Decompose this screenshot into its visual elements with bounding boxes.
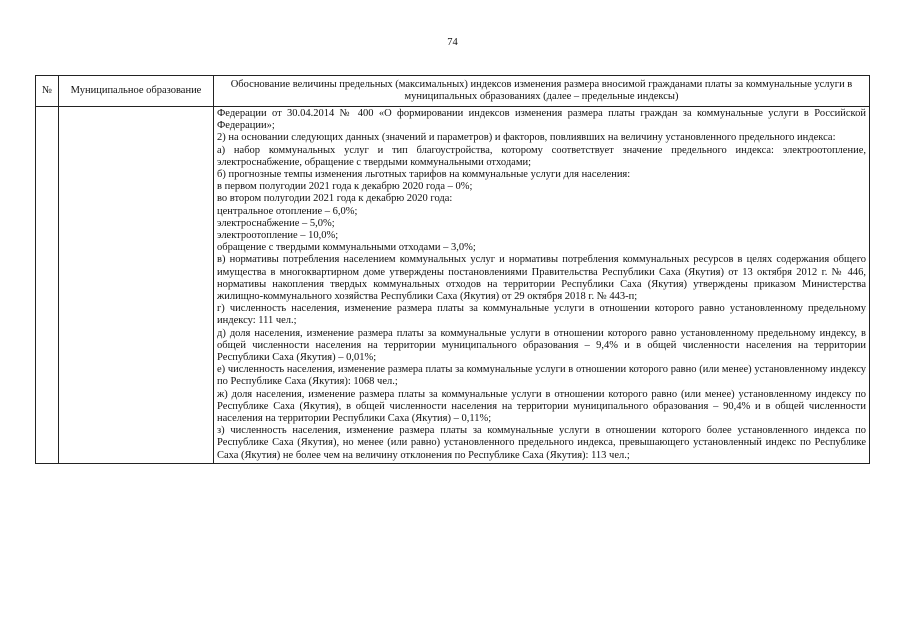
paragraph: ж) доля населения, изменение размера платы за коммунальные услуги в отношении которого равно (или менее) установленному индексу по Республике Саха (Якутия), в общей численности населения на территории муниципального образования – 90,4% и в общей численности населения на территории Республики Саха (Якутия) – 0,11%;	[217, 388, 866, 425]
table-row	[36, 107, 870, 464]
paragraph: е) численность населения, изменение размера платы за коммунальные услуги в отношении которого равно (или менее) установленному индексу по Республике Саха (Якутия): 1068 чел.;	[217, 364, 866, 388]
paragraph: электроотопление – 10,0%;	[217, 230, 339, 242]
paragraph: д) доля населения, изменение размера платы за коммунальные услуги в отношении которого равно установленному предельному индексу, в общей численности населения на территории муниципального образования – 9,4% и в общей численности населения на территории Республики Саха (Якутия) – 0,01%;	[217, 327, 866, 364]
paragraph: во втором полугодии 2021 года к декабрю 2020 года:	[217, 193, 453, 205]
paragraph: а) набор коммунальных услуг и тип благоустройства, которому соответствует значение предельного индекса: электроотопление, электроснабжение, обращение с твердыми коммунальными отходами;	[217, 144, 866, 168]
paragraph: г) численность населения, изменение размера платы за коммунальные услуги в отношении которого равно установленному предельному индексу: 111 чел.;	[217, 303, 866, 327]
header-num: №	[36, 76, 59, 107]
paragraph: в первом полугодии 2021 года к декабрю 2020 года – 0%;	[217, 181, 473, 193]
paragraph: б) прогнозные темпы изменения льготных тарифов на коммунальные услуги для населения:	[217, 169, 631, 181]
paragraph: электроснабжение – 5,0%;	[217, 217, 335, 229]
header-municipality: Муниципальное образование	[59, 76, 214, 107]
cell-municipality	[59, 107, 214, 464]
table-header-row	[36, 76, 870, 107]
paragraph: Федерации от 30.04.2014 № 400 «О формировании индексов изменения размера платы граждан за коммунальные услуги в Российской Федерации»;	[217, 108, 866, 132]
header-justification: Обоснование величины предельных (максимальных) индексов изменения размера вносимой гражданами платы за коммунальные услуги в муниципальных образованиях (далее – предельные индексы)	[214, 76, 870, 107]
indices-table	[35, 75, 870, 464]
paragraph: центральное отопление – 6,0%;	[217, 205, 358, 217]
page-number: 74	[447, 37, 458, 48]
justification-text	[214, 107, 869, 463]
cell-num	[36, 107, 59, 464]
paragraph: в) нормативы потребления населением коммунальных услуг и нормативы потребления коммунальных ресурсов в целях содержания общего имущества в многоквартирном доме утверждены постановлениями Правительства Республики Саха (Якутия) от 13 октября 2012 г. № 446, нормативы накопления твердых коммунальных отходов на территории Республики Саха (Якутия) утверждены приказом Министерства жилищно-коммунального хозяйства Республики Саха (Якутия) от 29 октября 2018 г. № 443-п;	[217, 254, 866, 303]
paragraph: з) численность населения, изменение размера платы за коммунальные услуги в отношении которого более установленного индекса по Республике Саха (Якутия), но менее (или равно) установленного предельного индекса, превышающего установленный индекс по Республике Саха (Якутия) не более чем на величину отклонения по Республике Саха (Якутия): 113 чел.;	[217, 425, 866, 461]
paragraph: 2) на основании следующих данных (значений и параметров) и факторов, повлиявших на величину установленного предельного индекса:	[217, 132, 836, 144]
cell-justification	[214, 107, 870, 464]
paragraph: обращение с твердыми коммунальными отходами – 3,0%;	[217, 242, 476, 254]
